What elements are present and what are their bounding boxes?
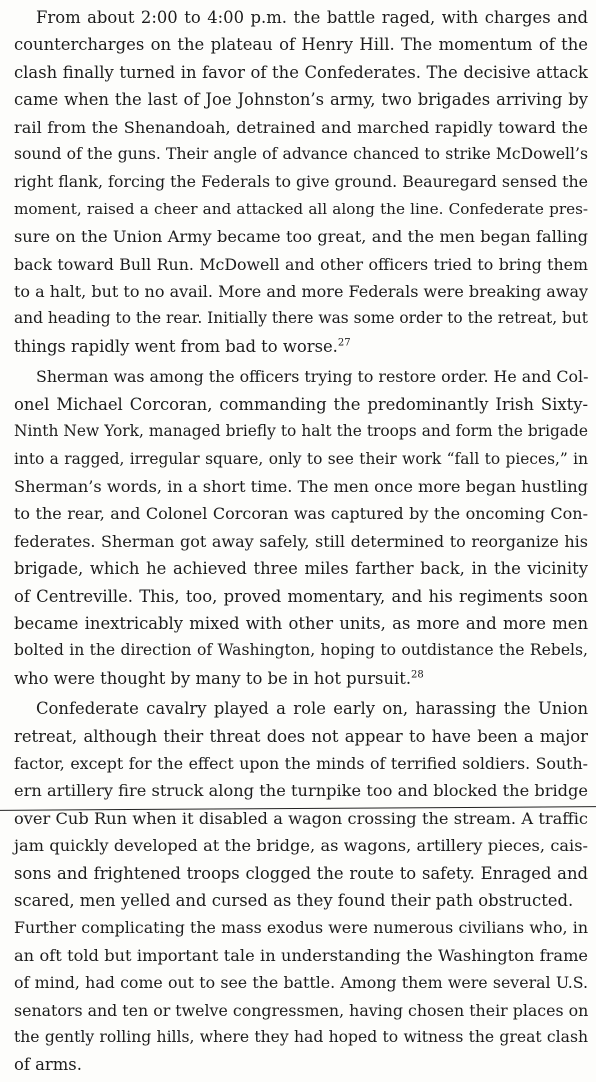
text-line: right flank, forcing the Federals to give ground. Beauregard sensed the bbox=[14, 172, 588, 192]
text-line: rail from the Shenandoah, detrained and marched rapidly toward the bbox=[14, 117, 588, 137]
text-line: Confederate cavalry played a role early on, harassing the Union bbox=[36, 699, 588, 719]
paragraph-3 bbox=[14, 695, 588, 1079]
text-line: of Centreville. This, too, proved momentary, and his regiments soon bbox=[14, 586, 588, 606]
text-line: bolted in the direction of Washington, hoping to outdistance the Rebels, bbox=[14, 641, 588, 660]
text-line: moment, raised a cheer and attacked all along the line. Confederate pres- bbox=[14, 199, 588, 218]
text-line: over Cub Run when it disabled a wagon crossing the stream. A traffic bbox=[14, 808, 588, 828]
text-line: jam quickly developed at the bridge, as wagons, artillery pieces, cais- bbox=[14, 836, 588, 856]
text-line: things rapidly went from bad to worse. bbox=[14, 336, 338, 356]
text-line: an oft told but important tale in understanding the Washington frame bbox=[14, 945, 588, 965]
text-line: clash finally turned in favor of the Confederates. The decisive attack bbox=[14, 62, 588, 82]
text-line-last bbox=[14, 333, 588, 360]
footnote-marker: 27 bbox=[337, 337, 351, 349]
text-line: countercharges on the plateau of Henry Hill. The momentum of the bbox=[14, 35, 588, 55]
text-line: retreat, although their threat does not appear to have been a major bbox=[14, 726, 588, 746]
text-line: senators and ten or twelve congressmen, having chosen their places on bbox=[14, 1000, 589, 1020]
text-line: scared, men yelled and cursed as they found their path obstructed. bbox=[14, 891, 574, 910]
paragraph-2 bbox=[14, 363, 588, 692]
text-line: Sherman’s words, in a short time. The men once more began hustling bbox=[14, 476, 588, 496]
text-line: Further complicating the mass exodus were numerous civilians who, in bbox=[14, 918, 588, 938]
text-line: Sherman was among the officers trying to restore order. He and Col- bbox=[36, 367, 589, 387]
text-line: to the rear, and Colonel Corcoran was captured by the oncoming Con- bbox=[14, 504, 588, 524]
text-line: sons and frightened troops clogged the route to safety. Enraged and bbox=[14, 863, 588, 883]
text-line: to a halt, but to no avail. More and more Federals were breaking away bbox=[14, 282, 589, 302]
text-line: the gently rolling hills, where they had hoped to witness the great clash bbox=[14, 1028, 588, 1047]
text-line: onel Michael Corcoran, commanding the predominantly Irish Sixty- bbox=[14, 394, 588, 414]
text-line: back toward Bull Run. McDowell and other officers tried to bring them bbox=[14, 254, 588, 274]
text-line: sound of the guns. Their angle of advance chanced to strike McDowell’s bbox=[14, 145, 588, 164]
paragraph-1 bbox=[14, 4, 588, 360]
text-line: ern artillery fire struck along the turnpike too and blocked the bridge bbox=[14, 781, 588, 801]
text-line: came when the last of Joe Johnston’s army, two brigades arriving by bbox=[14, 90, 588, 110]
text-line-last bbox=[14, 665, 588, 692]
text-line: Ninth New York, managed briefly to halt the troops and form the brigade bbox=[14, 422, 588, 441]
text-line: of mind, had come out to see the battle. Among them were several U.S. bbox=[14, 973, 588, 993]
text-line: sure on the Union Army became too great, and the men began falling bbox=[14, 227, 588, 247]
text-line: into a ragged, irregular square, only to see their work “fall to pieces,” in bbox=[14, 449, 588, 468]
text-line: and heading to the rear. Initially there was some order to the retreat, but bbox=[14, 309, 588, 328]
text-line: factor, except for the effect upon the minds of terrified soldiers. South- bbox=[14, 753, 588, 773]
text-line: of arms. bbox=[14, 1055, 82, 1075]
text-line: From about 2:00 to 4:00 p.m. the battle raged, with charges and bbox=[36, 8, 588, 27]
text-line: federates. Sherman got away safely, still determined to reorganize his bbox=[14, 531, 588, 551]
footnote-marker: 28 bbox=[411, 669, 424, 681]
text-line: became inextricably mixed with other units, as more and more men bbox=[14, 613, 588, 633]
text-line: brigade, which he achieved three miles farther back, in the vicinity bbox=[14, 559, 588, 579]
text-line: who were thought by many to be in hot pursuit. bbox=[14, 668, 412, 688]
book-page bbox=[14, 4, 588, 1082]
